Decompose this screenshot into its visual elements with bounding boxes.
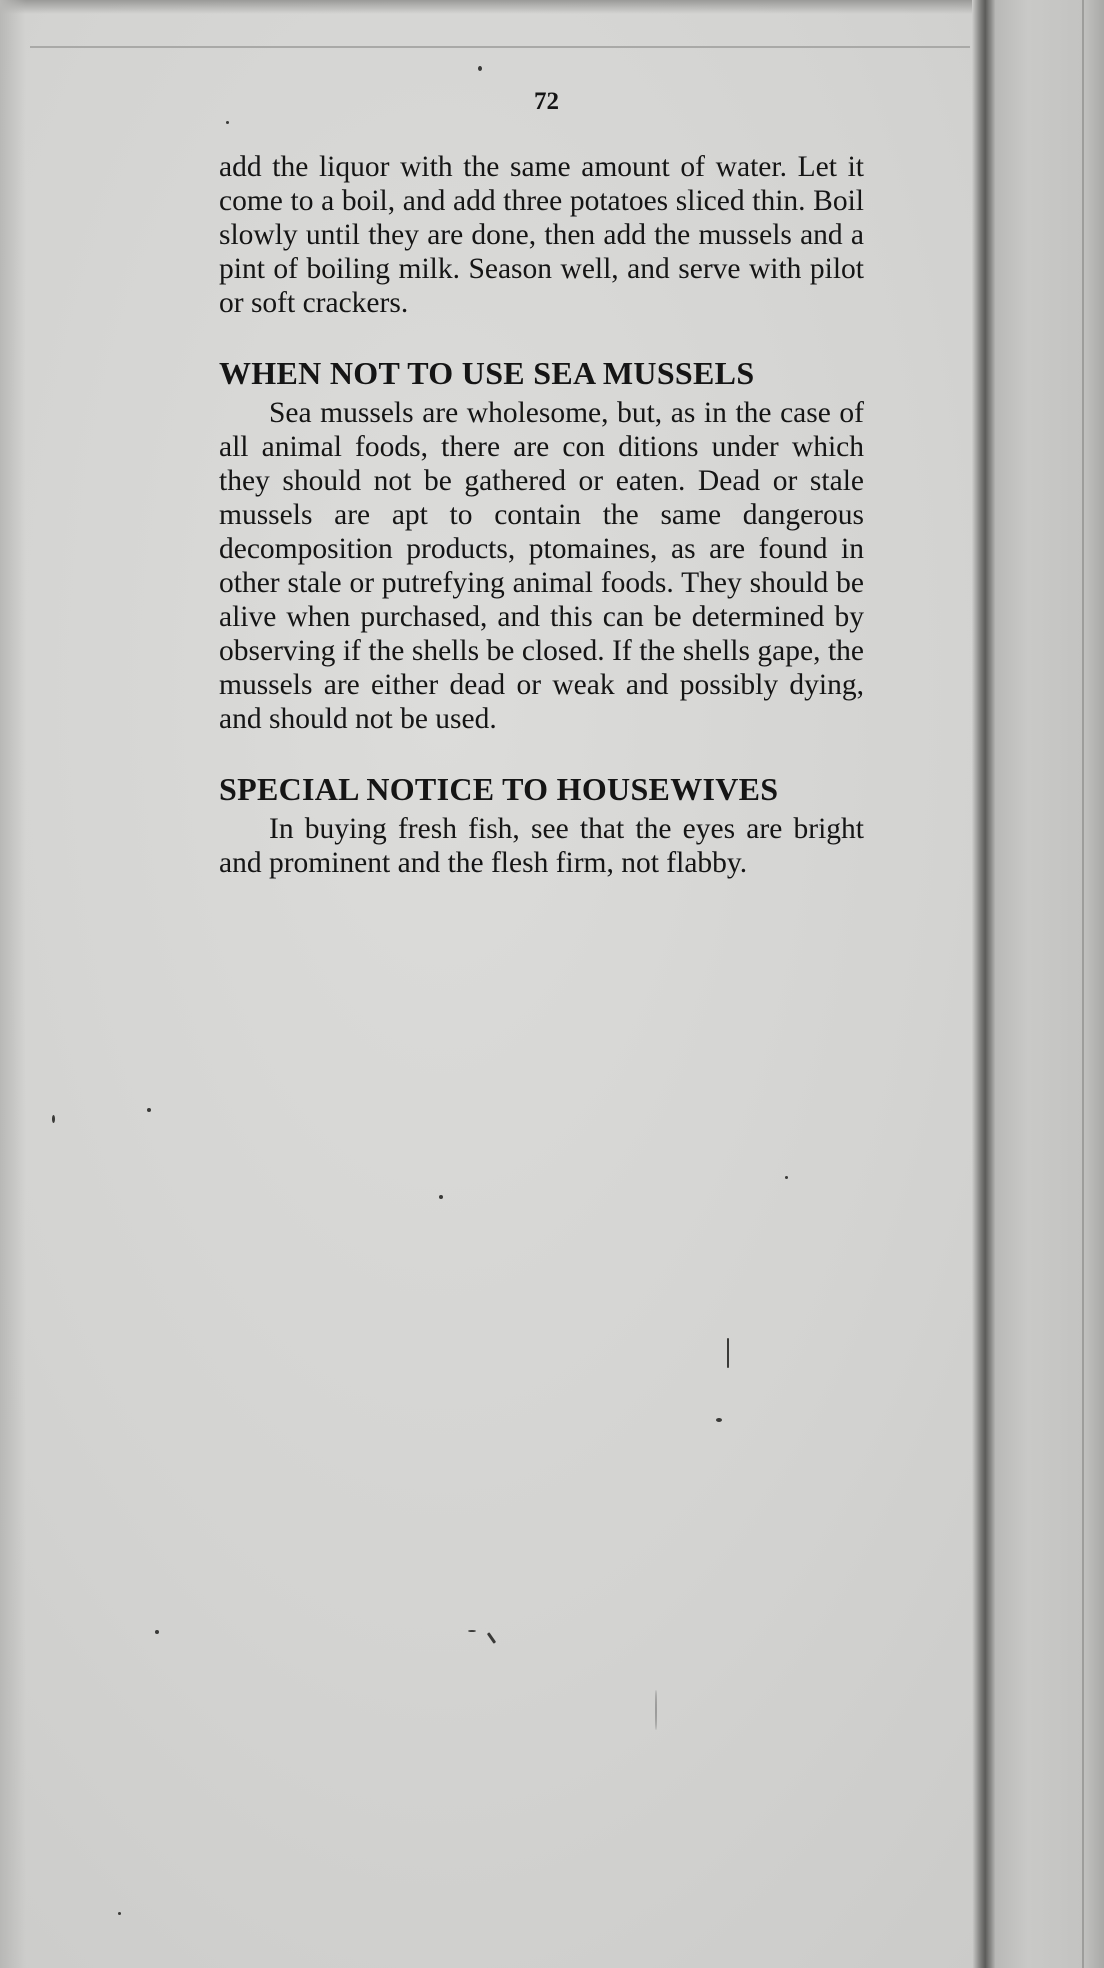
ink-fleck: [155, 1630, 159, 1634]
section-body: Sea mussels are wholesome, but, as in the case of all animal foods, there are con ditions under which they should not be gathered or eaten. Dead or stale mussels are apt to contain the same dangerous decomposition products, ptomaines, as are found in other stale or putrefying animal foods. They should be alive when purchased, and this can be determined by observing if the shells be closed. If the shells gape, the mussels are either dead or weak and possibly dying, and should not be used.: [219, 397, 864, 735]
section-body: In buying fresh fish, see that the eyes are bright and prominent and the flesh firm, not flabby.: [219, 813, 864, 879]
section-when-not-to-use: [219, 354, 864, 736]
page-top-border: [30, 46, 970, 48]
section-special-notice: [219, 770, 864, 880]
ink-fleck: [785, 1176, 788, 1179]
ink-fleck: [727, 1338, 729, 1368]
book-spine: [972, 0, 996, 1968]
adjacent-page-line: [1082, 0, 1084, 1968]
adjacent-page-edge: [996, 0, 1104, 1968]
recipe-continuation-paragraph: add the liquor with the same amount of water. Let it come to a boil, and add three potatoes sliced thin. Boil slowly until they are done, then add the mussels and a pint of boiling milk. Season well, and serve with pilot or soft crackers.: [219, 151, 864, 319]
ink-fleck: [716, 1418, 722, 1422]
ink-fleck: [118, 1912, 121, 1915]
page-top-shadow: [0, 0, 1104, 14]
page-content: [219, 88, 864, 880]
ink-fleck: [147, 1108, 151, 1112]
ink-fleck: [468, 1630, 476, 1632]
page-left-edge: [0, 0, 26, 1968]
ink-fleck: [52, 1115, 55, 1123]
ink-fleck: [478, 66, 482, 71]
section-heading: WHEN NOT TO USE SEA MUSSELS: [219, 355, 755, 391]
ink-fleck: [439, 1195, 443, 1199]
ink-fleck: [655, 1690, 657, 1730]
page-number: 72: [534, 88, 559, 115]
ink-fleck: [487, 1632, 496, 1644]
section-heading: SPECIAL NOTICE TO HOUSEWIVES: [219, 771, 779, 807]
